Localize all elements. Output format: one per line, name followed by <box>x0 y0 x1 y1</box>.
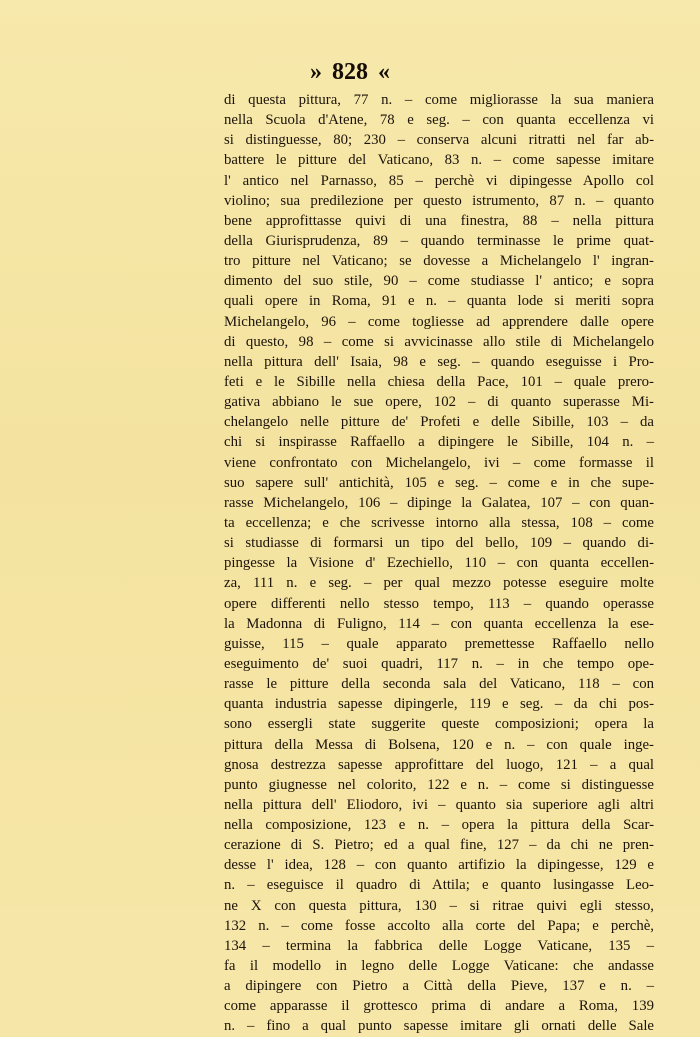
text-line: di questa pittura, 77 n. – come migliorasse la sua maniera <box>224 92 654 108</box>
text-line: pingesse la Visione d' Ezechiello, 110 – con quanta eccellen- <box>224 555 654 572</box>
text-line: quali opere in Roma, 91 e n. – quanta lode si meriti sopra <box>224 293 654 310</box>
text-line: violino; sua predilezione per questo istrumento, 87 n. – quanto <box>224 192 654 209</box>
text-line: feti e le Sibille nella chiesa della Pace, 101 – quale prero- <box>224 373 654 390</box>
text-line: opere differenti nello stesso tempo, 113 – quando operasse <box>224 595 654 612</box>
text-line: suo sapere sull' antichità, 105 e seg. – come e in che supe- <box>224 474 654 491</box>
text-line: 134 – termina la fabbrica delle Logge Vaticane, 135 – <box>224 937 654 954</box>
text-line: bene approfittasse quivi di una finestra, 88 – nella pittura <box>224 212 654 229</box>
index-text-block <box>224 90 654 1037</box>
text-line: pittura della Messa di Bolsena, 120 e n. – con quale inge- <box>224 736 654 753</box>
text-line: si distinguesse, 80; 230 – conserva alcuni ritratti nel far ab- <box>224 132 654 149</box>
text-line: di questo, 98 – come si avvicinasse allo stile di Michelangelo <box>224 333 654 350</box>
text-line: n. – eseguisce il quadro di Attila; e quanto lusingasse Leo- <box>224 877 654 894</box>
text-line: l' antico nel Parnasso, 85 – perchè vi dipingesse Apollo col <box>224 172 654 189</box>
text-line: Michelangelo, 96 – come togliesse ad apprendere dalle opere <box>224 313 654 330</box>
text-line: cerazione di S. Pietro; ed a qual fine, 127 – da chi ne pren- <box>224 837 654 854</box>
text-line: si studiasse di formarsi un tipo del bello, 109 – quando di- <box>224 535 654 552</box>
text-line: n. – fino a qual punto sapesse imitare gli ornati delle Sale <box>224 1018 654 1035</box>
text-line: della Giurisprudenza, 89 – quando terminasse le prime quat- <box>224 232 654 249</box>
text-line: desse l' idea, 128 – con quanto artifizio la dipingesse, 129 e <box>224 857 654 874</box>
text-line: eseguimento de' suoi quadri, 117 n. – in che tempo ope- <box>224 655 654 672</box>
text-line: viene confrontato con Michelangelo, ivi – come formasse il <box>224 454 654 471</box>
text-line: come apparasse il grottesco prima di andare a Roma, 139 <box>224 998 654 1015</box>
text-line: chelangelo nelle pitture de' Profeti e delle Sibille, 103 – da <box>224 414 654 431</box>
text-line: a dipingere con Pietro a Città della Pieve, 137 e n. – <box>224 978 654 995</box>
text-line: battere le pitture del Vaticano, 83 n. – come sapesse imitare <box>224 152 654 169</box>
text-line: fa il modello in legno delle Logge Vaticane: che andasse <box>224 958 654 975</box>
text-line: gativa abbiano le sue opere, 102 – di quanto superasse Mi- <box>224 394 654 411</box>
text-line: la Madonna di Fuligno, 114 – con quanta eccellenza la ese- <box>224 615 654 632</box>
text-line: nella Scuola d'Atene, 78 e seg. – con quanta eccellenza vi <box>224 112 654 129</box>
page-header <box>0 58 700 86</box>
text-line: nella pittura dell' Isaia, 98 e seg. – quando eseguisse i Pro- <box>224 353 654 370</box>
text-line: 132 n. – come fosse accolto alla corte del Papa; e perchè, <box>224 917 654 934</box>
left-ornament: » <box>310 59 322 85</box>
text-line: sono essergli state suggerite queste composizioni; opera la <box>224 716 654 733</box>
text-line: rasse Michelangelo, 106 – dipinge la Galatea, 107 – con quan- <box>224 494 654 511</box>
text-line: punto giugnesse nel colorito, 122 e n. – come si distinguesse <box>224 776 654 793</box>
text-line: dimento del suo stile, 90 – come studiasse l' antico; e sopra <box>224 273 654 290</box>
text-line: chi si inspirasse Raffaello a dipingere le Sibille, 104 n. – <box>224 434 654 451</box>
text-line: rasse le pitture della seconda sala del Vaticano, 118 – con <box>224 676 654 693</box>
text-line: za, 111 n. e seg. – per qual mezzo potesse eseguire molte <box>224 575 654 592</box>
right-ornament: « <box>378 59 390 85</box>
text-line: quanta industria sapesse dipingerle, 119 e seg. – da chi pos- <box>224 696 654 713</box>
text-line: guisse, 115 – quale apparato premettesse Raffaello nello <box>224 635 654 652</box>
text-line: nella pittura dell' Eliodoro, ivi – quanto sia superiore agli altri <box>224 796 654 813</box>
page-number: 828 <box>332 59 368 85</box>
text-line: ta eccellenza; e che scrivesse intorno alla stessa, 108 – come <box>224 514 654 531</box>
text-line: gnosa destrezza sapesse approfittare del luogo, 121 – a qual <box>224 756 654 773</box>
text-line: tro pitture nel Vaticano; se dovesse a Michelangelo l' ingran- <box>224 253 654 270</box>
text-line: nella composizione, 123 e n. – opera la pittura della Scar- <box>224 817 654 834</box>
text-line: ne X con questa pittura, 130 – si ritrae quivi egli stesso, <box>224 897 654 914</box>
